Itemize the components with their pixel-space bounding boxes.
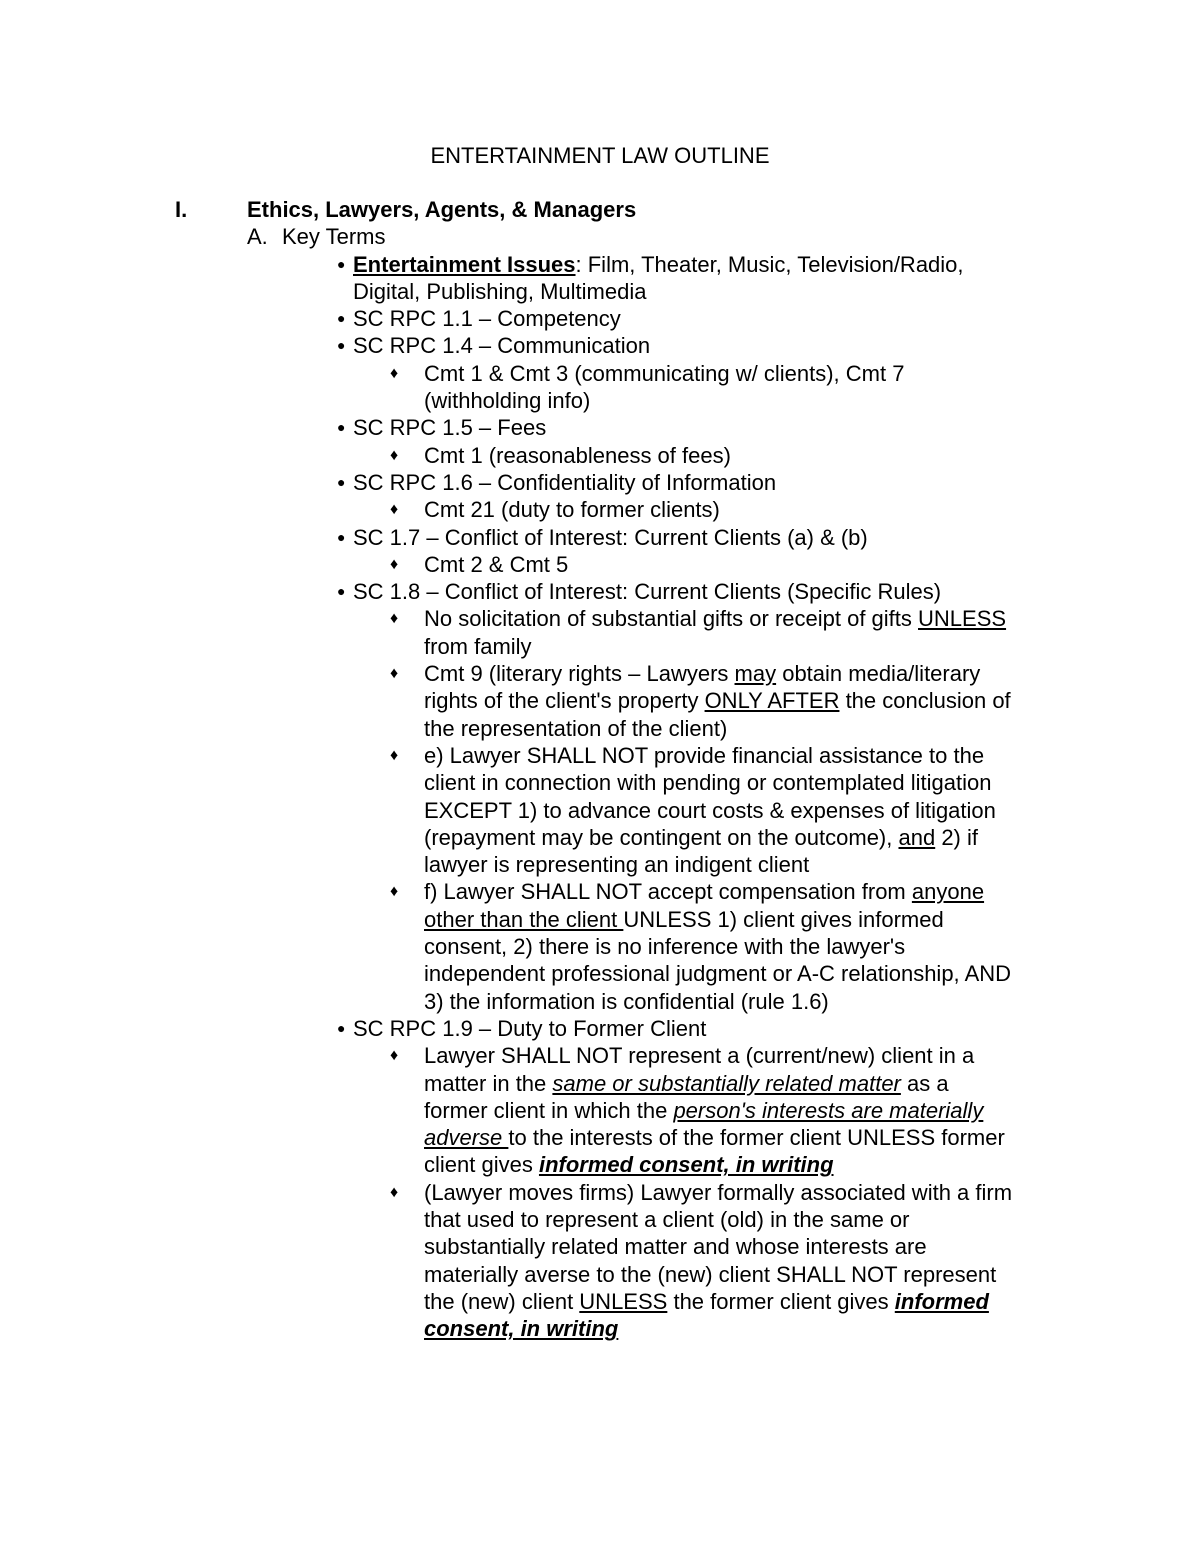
diamond-icon: ♦ [390, 446, 399, 464]
diamond-icon: ♦ [390, 364, 399, 382]
sub-list-item-continuation [0, 933, 1200, 960]
sub-item-text [424, 660, 980, 687]
sub-item-text: Lawyer SHALL NOT represent a (current/new) client in a [424, 1043, 975, 1069]
underlined-italic-text: adverse [424, 1125, 509, 1151]
diamond-icon: ♦ [390, 665, 399, 683]
page-title: ENTERTAINMENT LAW OUTLINE [430, 143, 770, 168]
diamond-icon: ♦ [390, 883, 399, 901]
term-definition: : Film, Theater, Music, Television/Radio, [575, 251, 964, 277]
sub-list-item-continuation [0, 1097, 1200, 1124]
outline [0, 196, 1200, 1342]
sub-item-text: materially averse to the (new) client SHALL NOT represent [424, 1261, 997, 1287]
underlined-italic-text: person's interests are materially [673, 1097, 984, 1123]
bullet-icon: ● [337, 310, 346, 327]
list-item [0, 305, 1200, 332]
sub-list-item-continuation [0, 1315, 1200, 1342]
bullet-icon: ● [337, 255, 346, 272]
list-item [0, 1015, 1200, 1042]
sub-item-text: (Lawyer moves firms) Lawyer formally associated with a firm [424, 1179, 1013, 1205]
text-run: 2) if [935, 824, 978, 850]
sub-list-item-continuation [0, 1261, 1200, 1288]
text-run: the conclusion of [839, 688, 1011, 714]
emphasis-text: consent, in writing [424, 1316, 619, 1342]
sub-item-text [424, 1070, 949, 1097]
sub-item-text: Cmt 2 & Cmt 5 [424, 551, 569, 577]
sub-list-item-continuation [0, 1233, 1200, 1260]
bullet-icon: ● [337, 419, 346, 436]
item-text [353, 251, 964, 278]
underlined-text: other than the client [424, 906, 624, 932]
sub-item-text [424, 1124, 1005, 1151]
sub-item-text: client in connection with pending or contemplated litigation [424, 770, 992, 796]
sub-item-text [424, 1151, 834, 1178]
subsection-heading: Key Terms [282, 224, 386, 250]
sub-item-text: Cmt 21 (duty to former clients) [424, 497, 720, 523]
sub-list-item-continuation [0, 906, 1200, 933]
section-heading: Ethics, Lawyers, Agents, & Managers [247, 197, 637, 222]
bullet-icon: ● [337, 583, 346, 600]
bullet-icon: ● [337, 473, 346, 490]
underlined-text: and [898, 824, 936, 850]
sub-list-item [0, 496, 1200, 523]
text-run: (repayment may be contingent on the outcome), [424, 824, 899, 850]
item-text: SC RPC 1.4 – Communication [353, 333, 651, 359]
text-run: the former client gives [667, 1288, 895, 1314]
diamond-icon: ♦ [390, 555, 399, 573]
sub-list-item-continuation [0, 769, 1200, 796]
emphasis-text: informed consent, in writing [538, 1152, 834, 1178]
text-run: UNLESS 1) client gives informed [623, 906, 944, 932]
sub-item-text [424, 687, 1011, 714]
subsection-letter: A. [247, 224, 268, 250]
sub-list-item-continuation [0, 1124, 1200, 1151]
sub-item-text [424, 605, 1006, 632]
list-item [0, 469, 1200, 496]
item-text: SC RPC 1.5 – Fees [353, 415, 547, 441]
text-run: obtain media/literary [776, 661, 981, 687]
sub-list-item-continuation [0, 1151, 1200, 1178]
sub-item-text [424, 906, 944, 933]
item-text: SC RPC 1.6 – Confidentiality of Information [353, 469, 777, 495]
term-label: Entertainment Issues [353, 251, 576, 277]
list-item [0, 414, 1200, 441]
text-run: client gives [424, 1152, 539, 1178]
sub-item-text: 3) the information is confidential (rule 1.6) [424, 988, 829, 1014]
sub-list-item-continuation [0, 1070, 1200, 1097]
sub-item-text: consent, 2) there is no inference with the lawyer's [424, 934, 906, 960]
sub-list-item-continuation [0, 797, 1200, 824]
item-text: SC RPC 1.1 – Competency [353, 306, 621, 332]
sub-list-item-continuation [0, 715, 1200, 742]
sub-list-item-continuation [0, 633, 1200, 660]
sub-list-item-continuation [0, 387, 1200, 414]
sub-item-text: Cmt 1 (reasonableness of fees) [424, 442, 731, 468]
section-heading-line [0, 196, 1200, 223]
item-text: SC RPC 1.9 – Duty to Former Client [353, 1015, 707, 1041]
emphasis-text: informed [894, 1288, 989, 1314]
item-text: SC 1.7 – Conflict of Interest: Current Clients (a) & (b) [353, 524, 868, 550]
sub-item-text: the representation of the client) [424, 715, 728, 741]
sub-item-text: that used to represent a client (old) in the same or [424, 1206, 910, 1232]
sub-list-item [0, 878, 1200, 905]
underlined-text: anyone [911, 879, 985, 905]
underlined-text: UNLESS [579, 1288, 668, 1314]
sub-list-item [0, 360, 1200, 387]
sub-item-text: EXCEPT 1) to advance court costs & expenses of litigation [424, 797, 996, 823]
diamond-icon: ♦ [390, 501, 399, 519]
diamond-icon: ♦ [390, 1047, 399, 1065]
diamond-icon: ♦ [390, 1183, 399, 1201]
text-run: f) Lawyer SHALL NOT accept compensation from [424, 879, 912, 905]
sub-list-item [0, 742, 1200, 769]
bullet-icon: ● [337, 337, 346, 354]
sub-item-text: e) Lawyer SHALL NOT provide financial assistance to the [424, 742, 985, 768]
sub-list-item [0, 1179, 1200, 1206]
text-run: the (new) client [424, 1288, 580, 1314]
sub-item-text: Cmt 1 & Cmt 3 (communicating w/ clients), Cmt 7 [424, 360, 905, 386]
sub-item-text [424, 1288, 989, 1315]
bullet-icon: ● [337, 528, 346, 545]
sub-item-text: independent professional judgment or A-C relationship, AND [424, 961, 1012, 987]
underlined-text: UNLESS [918, 606, 1007, 632]
sub-list-item [0, 1042, 1200, 1069]
sub-item-text: (withholding info) [424, 388, 591, 414]
sub-list-item-continuation [0, 988, 1200, 1015]
diamond-icon: ♦ [390, 746, 399, 764]
item-text: SC 1.8 – Conflict of Interest: Current Clients (Specific Rules) [353, 579, 942, 605]
item-text: Digital, Publishing, Multimedia [353, 278, 647, 304]
sub-item-text [424, 878, 984, 905]
bullet-icon: ● [337, 1019, 346, 1036]
list-item [0, 578, 1200, 605]
sub-item-text: substantially related matter and whose interests are [424, 1234, 927, 1260]
underlined-italic-text: same or substantially related matter [552, 1070, 901, 1096]
sub-list-item [0, 551, 1200, 578]
sub-list-item-continuation [0, 1206, 1200, 1233]
subsection-heading-line [0, 223, 1200, 250]
sub-item-text [424, 1315, 618, 1342]
text-run: Cmt 9 (literary rights – Lawyers [424, 661, 735, 687]
sub-item-text: from family [424, 633, 532, 659]
sub-list-item [0, 442, 1200, 469]
sub-list-item-continuation [0, 824, 1200, 851]
sub-list-item [0, 660, 1200, 687]
underlined-text: ONLY AFTER [704, 688, 840, 714]
sub-item-text: lawyer is representing an indigent client [424, 852, 810, 878]
text-run: former client in which the [424, 1097, 674, 1123]
sub-list-item-continuation [0, 960, 1200, 987]
list-item [0, 251, 1200, 278]
sub-list-item-continuation [0, 1288, 1200, 1315]
diamond-icon: ♦ [390, 610, 399, 628]
text-run: as a [900, 1070, 949, 1096]
text-run: matter in the [424, 1070, 553, 1096]
underlined-text: may [734, 661, 777, 687]
list-item-continuation [0, 278, 1200, 305]
sub-list-item-continuation [0, 851, 1200, 878]
sub-list-item-continuation [0, 687, 1200, 714]
section-numeral: I. [175, 197, 188, 222]
list-item [0, 524, 1200, 551]
text-run: rights of the client's property [424, 688, 705, 714]
sub-item-text [424, 1097, 983, 1124]
sub-item-text [424, 824, 978, 851]
sub-list-item [0, 605, 1200, 632]
text-run: to the interests of the former client UNLESS former [508, 1125, 1005, 1151]
list-item [0, 332, 1200, 359]
text-run: No solicitation of substantial gifts or receipt of gifts [424, 606, 919, 632]
